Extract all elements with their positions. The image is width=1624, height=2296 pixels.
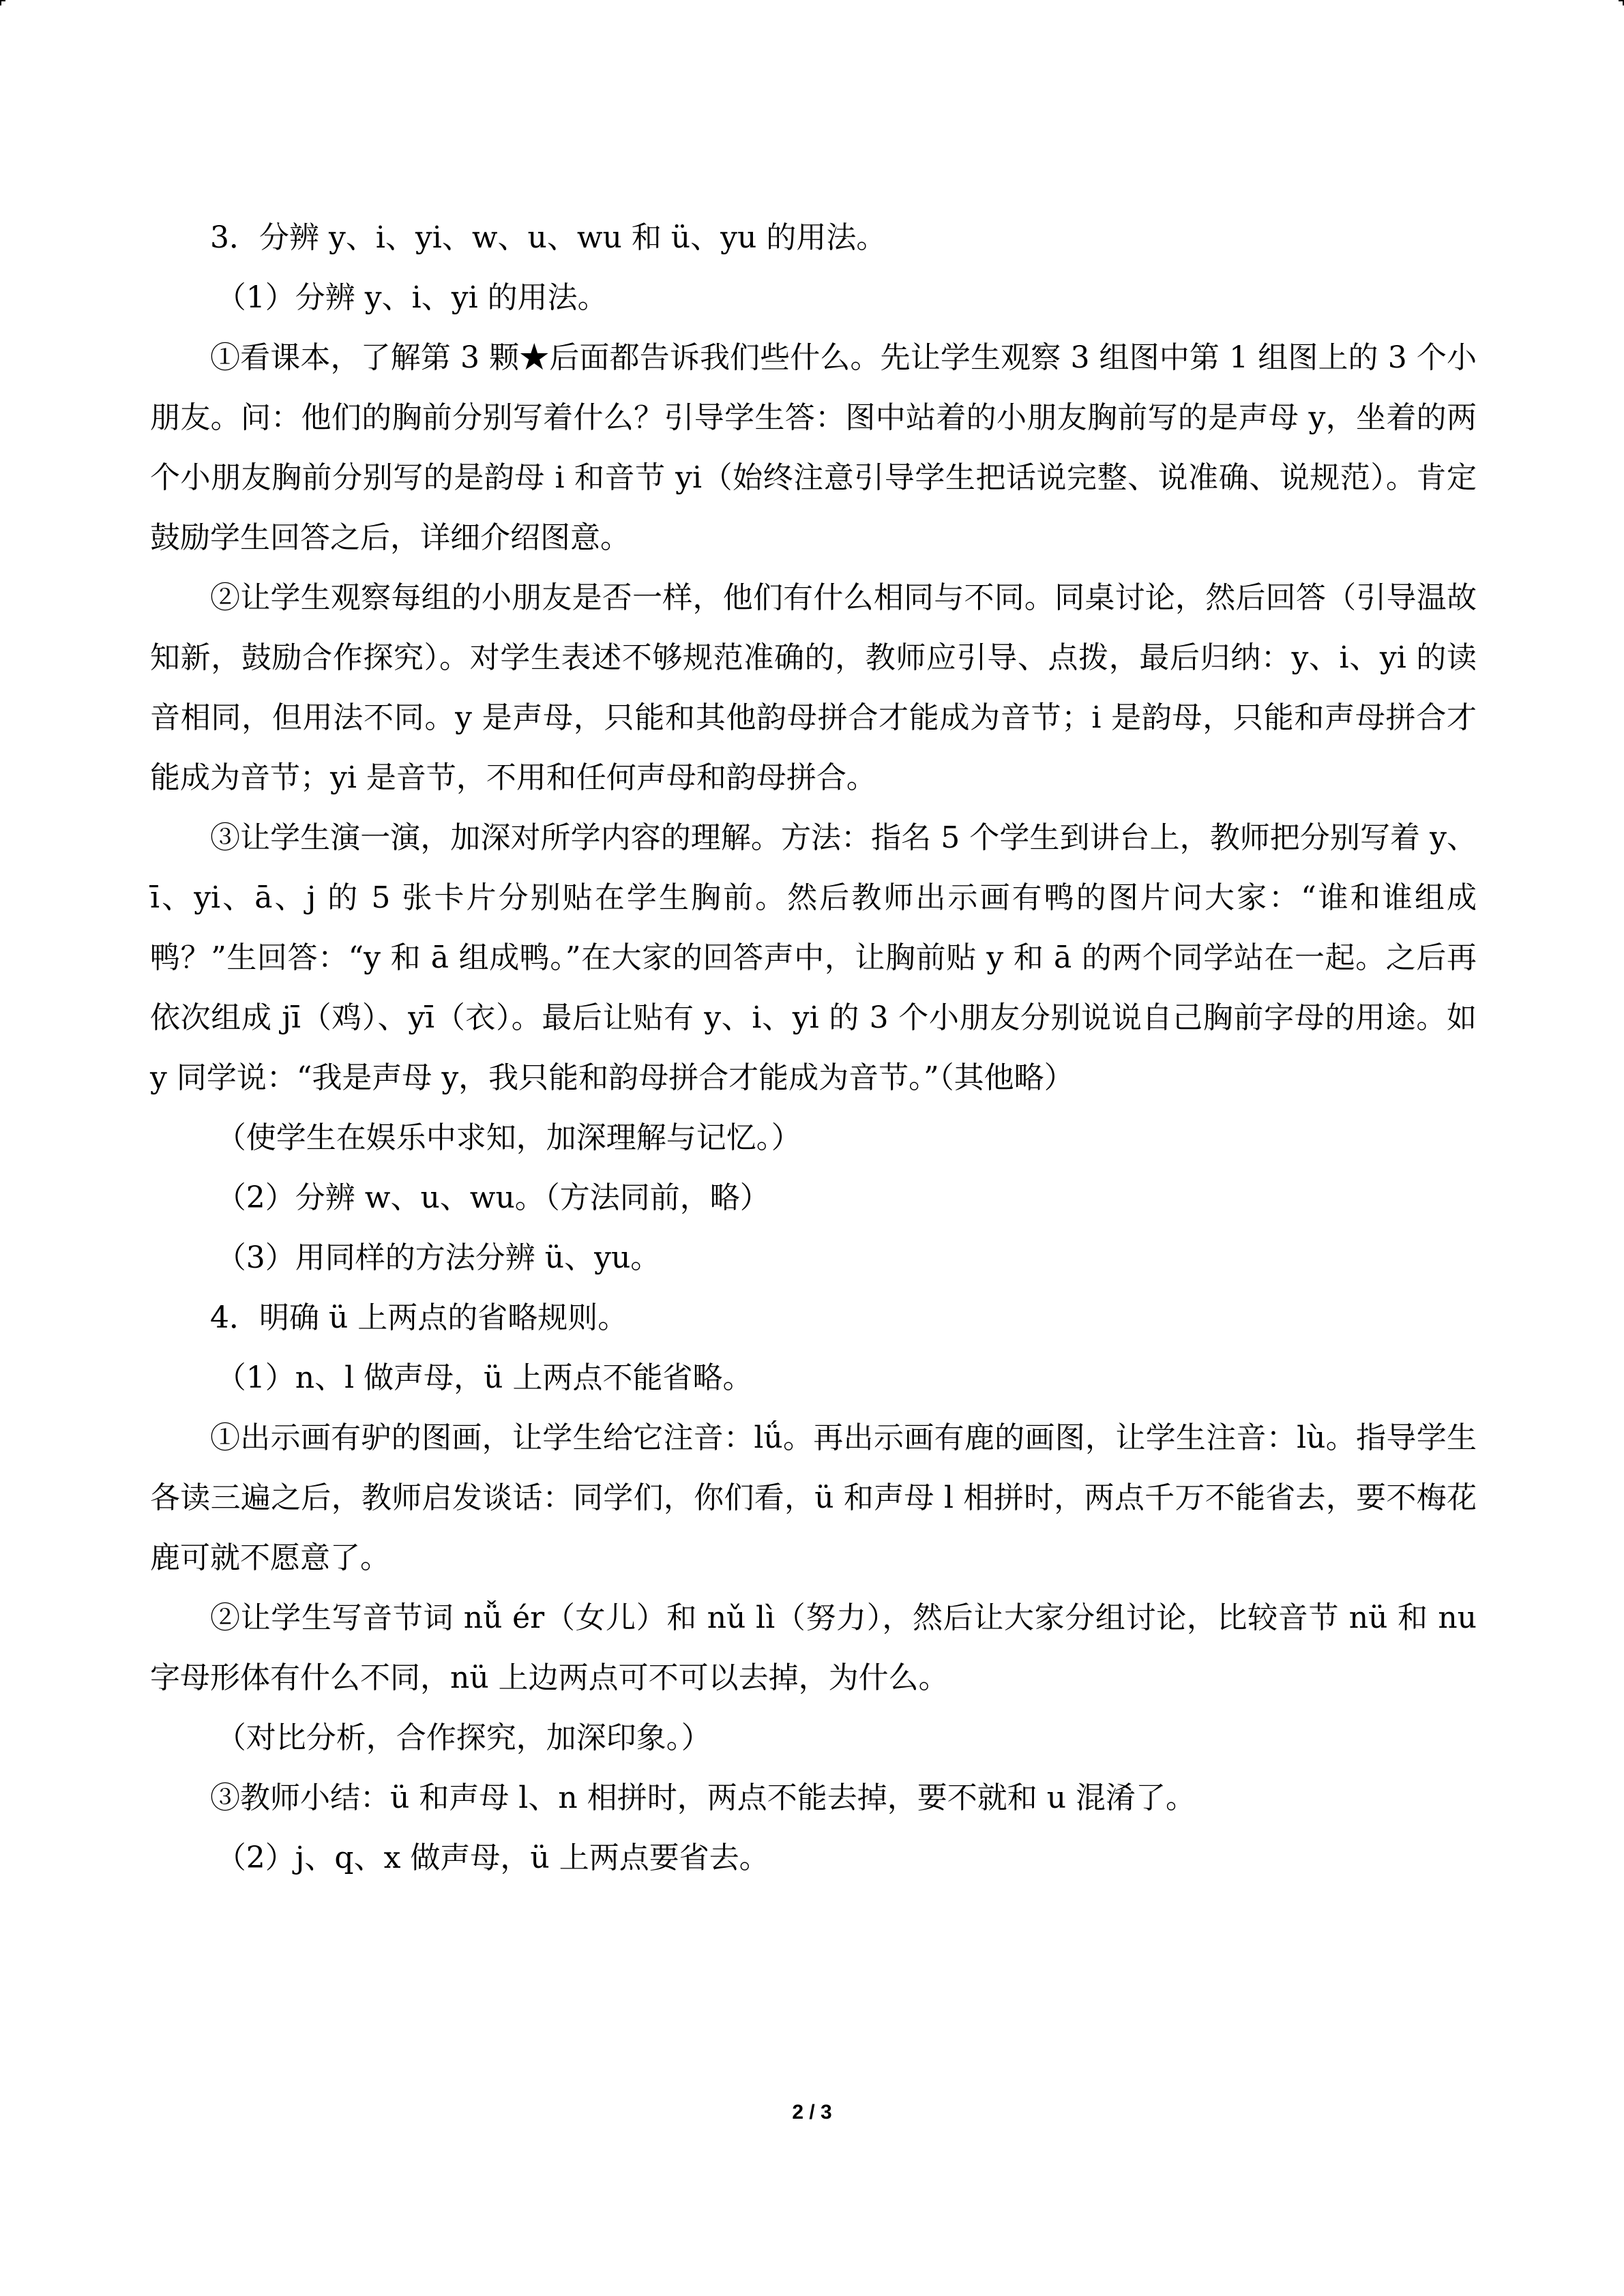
body-paragraph: ③教师小结：ü 和声母 l、n 相拼时，两点不能去掉，要不就和 u 混淆了。 <box>210 1780 1196 1815</box>
body-paragraph: ①出示画有驴的图画，让学生给它注音：lǘ。再出示画有鹿的画图，让学生注音：lù。指导学生各读三遍之后，教师启发谈话：同学们，你们看，ü 和声母 l 相拼时，两点千万不能省去，要不梅花鹿可就不愿意了。 <box>150 1420 1477 1575</box>
subsection-heading: （1）n、l 做声母，ü 上两点不能省略。 <box>216 1360 753 1395</box>
note-paragraph: （对比分析，合作探究，加深印象。） <box>216 1720 711 1755</box>
document-body <box>150 208 1477 1888</box>
page-number: 2 / 3 <box>792 2101 832 2123</box>
subsection-heading: （1）分辨 y、i、yi 的用法。 <box>216 280 608 315</box>
body-paragraph: ②让学生观察每组的小朋友是否一样，他们有什么相同与不同。同桌讨论，然后回答（引导温故知新，鼓励合作探究）。对学生表述不够规范准确的，教师应引导、点拨，最后归纳：y、i、yi 的读音相同，但用法不同。y 是声母，只能和其他韵母拼合才能成为音节；i 是韵母，只能和声母拼合才能成为音节；yi 是音节，不用和任何声母和韵母拼合。 <box>150 580 1477 795</box>
subsection-heading: （2）j、q、x 做声母，ü 上两点要省去。 <box>216 1840 769 1875</box>
section-heading-3: 3．分辨 y、i、yi、w、u、wu 和 ü、yu 的用法。 <box>210 220 887 255</box>
crop-mark-right <box>1619 0 1624 5</box>
subsection-heading: （2）分辨 w、u、wu。（方法同前，略） <box>216 1180 770 1215</box>
subsection-heading: （3）用同样的方法分辨 ü、yu。 <box>216 1240 661 1275</box>
section-heading-4: 4．明确 ü 上两点的省略规则。 <box>210 1300 628 1335</box>
note-paragraph: （使学生在娱乐中求知，加深理解与记忆。） <box>216 1120 801 1155</box>
body-paragraph: ②让学生写音节词 nǚ ér（女儿）和 nǔ lì（努力），然后让大家分组讨论，比较音节 nü 和 nu 字母形体有什么不同，nü 上边两点可不可以去掉，为什么。 <box>150 1600 1477 1695</box>
body-paragraph: ①看课本，了解第 3 颗★后面都告诉我们些什么。先让学生观察 3 组图中第 1 组图上的 3 个小朋友。问：他们的胸前分别写着什么？引导学生答：图中站着的小朋友胸前写的是声母 y，坐着的两个小朋友胸前分别写的是韵母 i 和音节 yi（始终注意引导学生把话说完整、说准确、说规范）。肯定鼓励学生回答之后，详细介绍图意。 <box>150 340 1477 555</box>
crop-mark-left <box>0 0 5 5</box>
body-paragraph: ③让学生演一演，加深对所学内容的理解。方法：指名 5 个学生到讲台上，教师把分别写着 y、ī、yi、ā、j 的 5 张卡片分别贴在学生胸前。然后教师出示画有鸭的图片问大家：“谁和谁组成鸭？”生回答：“y 和 ā 组成鸭。”在大家的回答声中，让胸前贴 y 和 ā 的两个同学站在一起。之后再依次组成 jī（鸡）、yī（衣）。最后让贴有 y、i、yi 的 3 个小朋友分别说说自己胸前字母的用途。如 y 同学说：“我是声母 y，我只能和韵母拼合才能成为音节。”（其他略） <box>150 820 1477 1095</box>
